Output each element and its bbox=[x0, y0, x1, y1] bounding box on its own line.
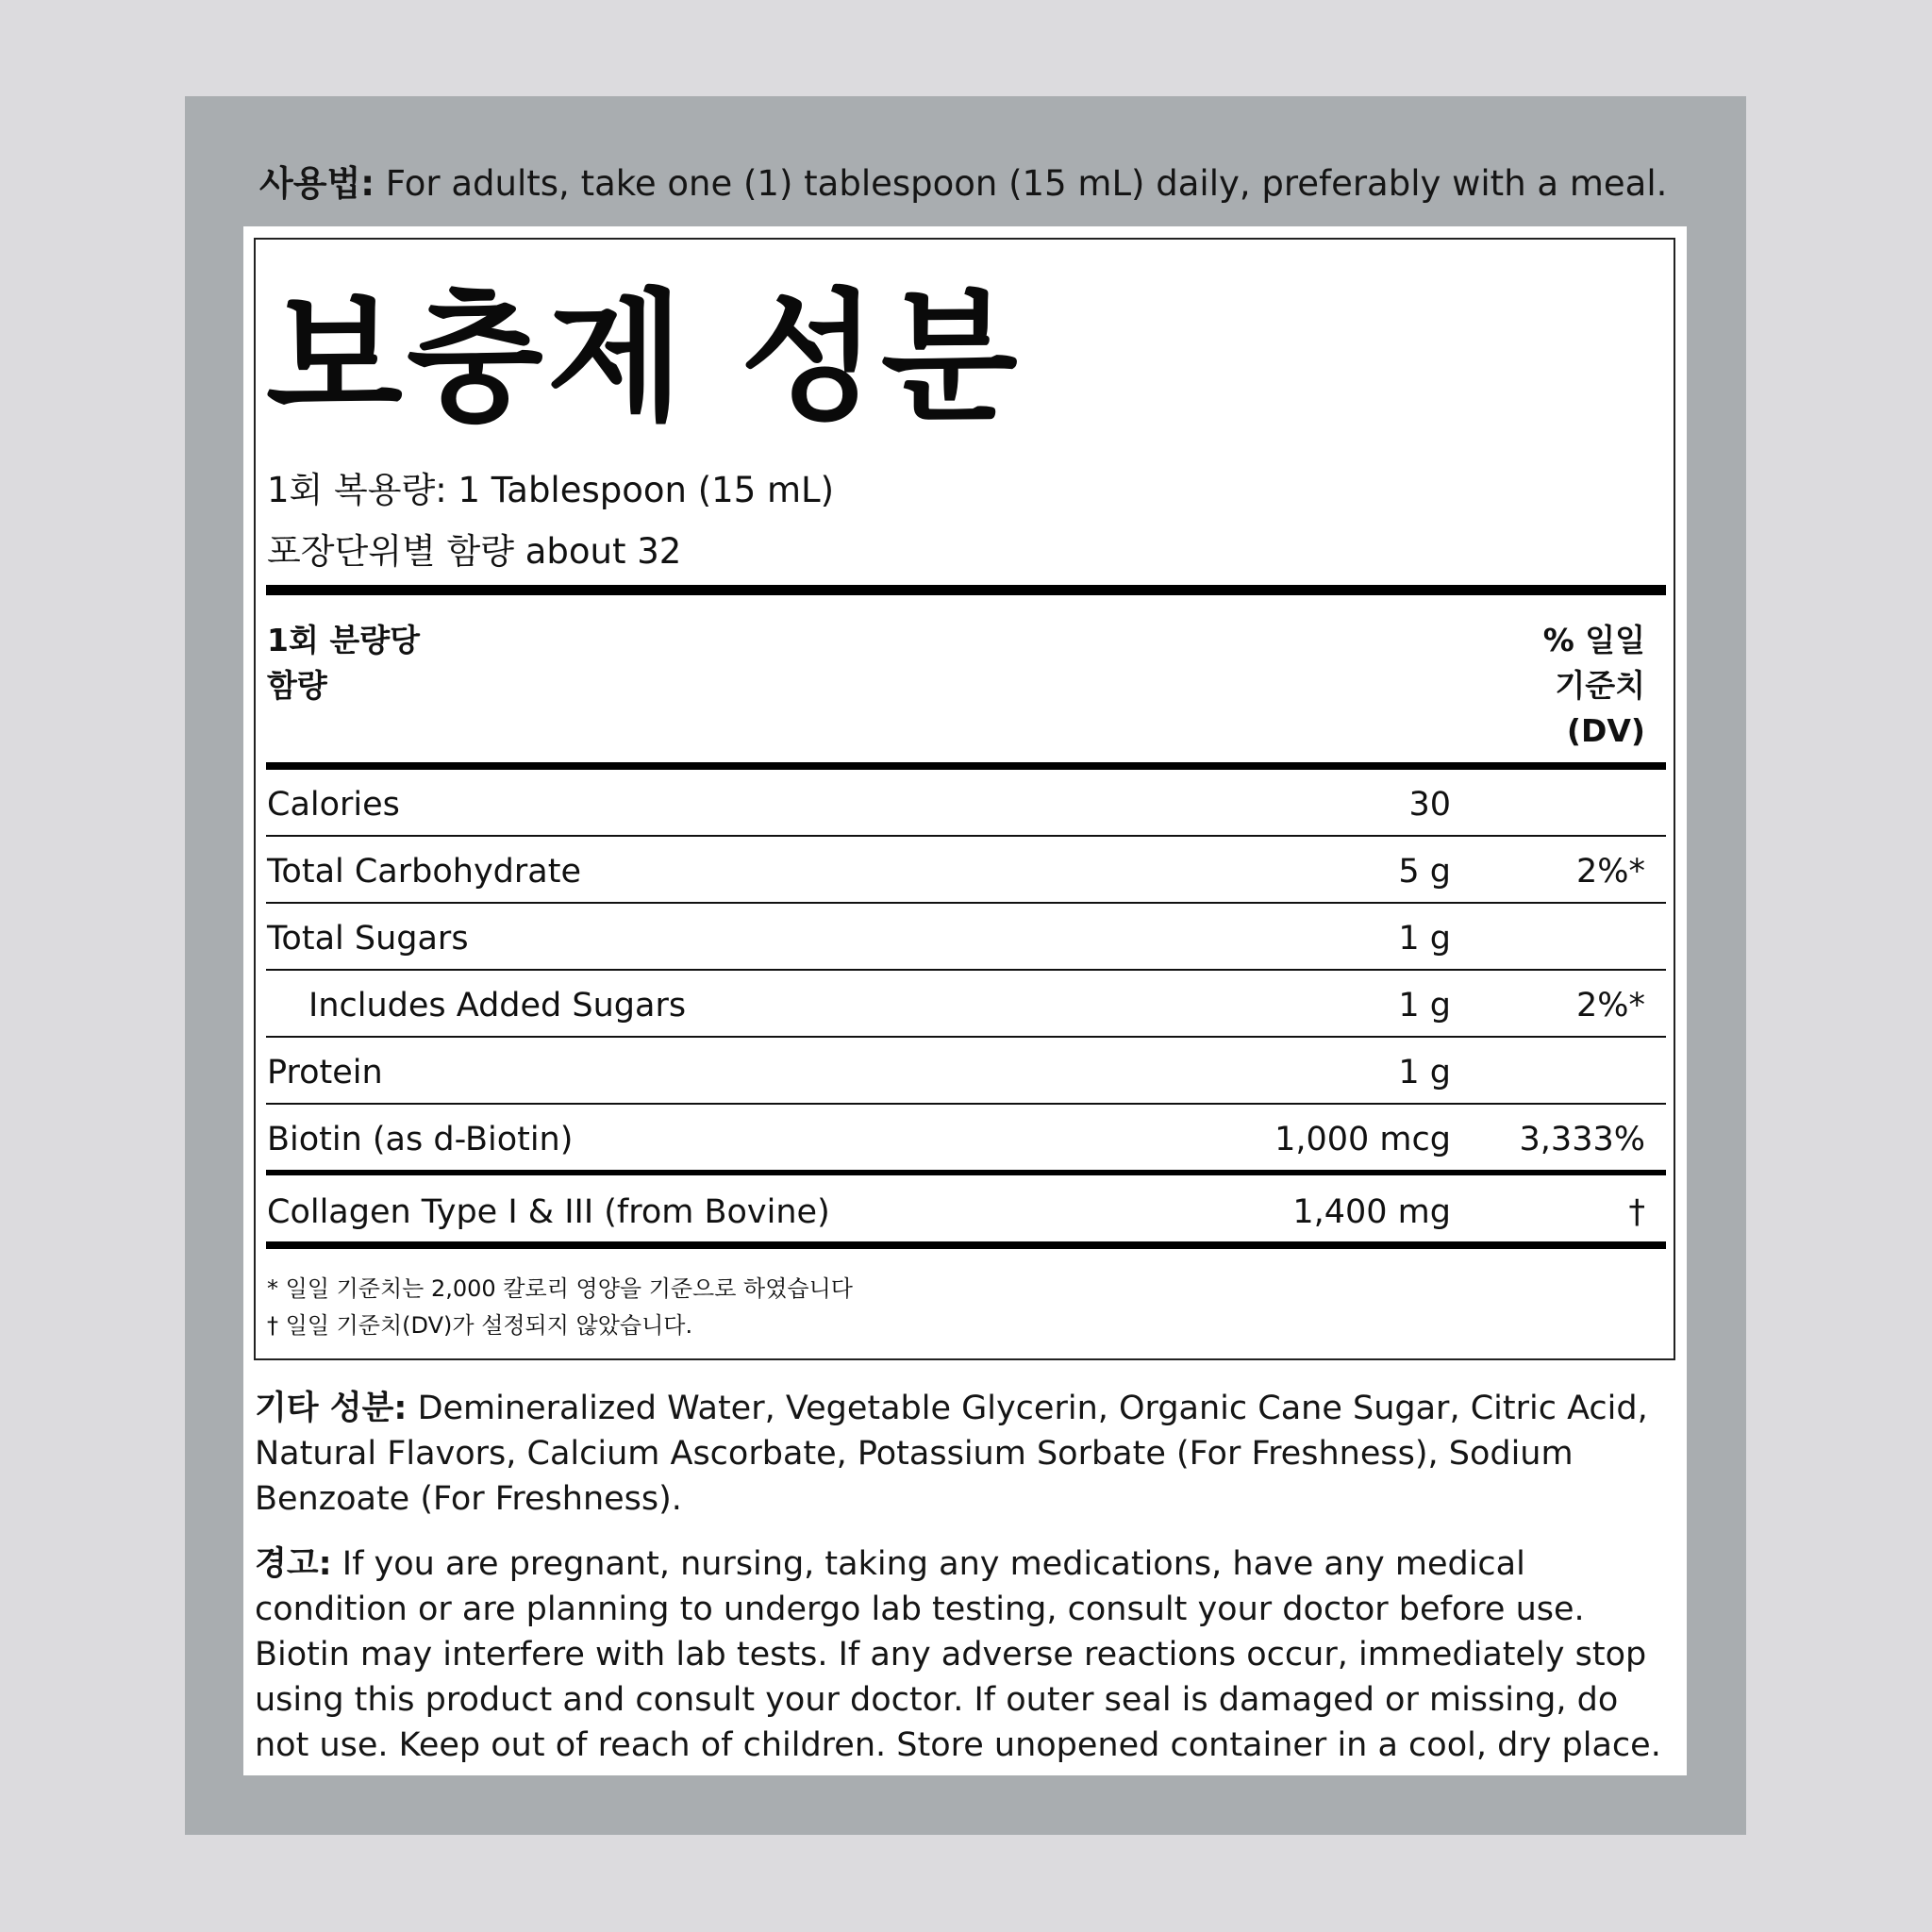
dv-header-line-2: 기준치 bbox=[1555, 667, 1645, 704]
row-divider bbox=[266, 969, 1666, 971]
row-amount: 1 g bbox=[1398, 1054, 1451, 1091]
row-divider bbox=[266, 835, 1666, 837]
directions-body: For adults, take one (1) tablespoon (15 mL) daily, preferably with a meal. bbox=[385, 163, 1668, 204]
row-label: Collagen Type I & III (from Bovine) bbox=[267, 1193, 830, 1231]
directions-text bbox=[259, 160, 1667, 208]
row-label: Protein bbox=[267, 1054, 383, 1091]
other-ingredients-text: Demineralized Water, Vegetable Glycerin, Organic Cane Sugar, Citric Acid, Natural Flavors, Calcium Ascorbate, Potassium Sorbate (For Freshness), Sodium Benzoate (For Freshness). bbox=[255, 1390, 1648, 1518]
row-divider bbox=[266, 1103, 1666, 1105]
facts-row-added-sugars bbox=[266, 973, 1666, 1039]
daily-value-header bbox=[1491, 618, 1645, 754]
row-label: Includes Added Sugars bbox=[308, 987, 687, 1024]
facts-row-total-sugars bbox=[266, 906, 1666, 972]
footnote-daily-value: * 일일 기준치는 2,000 칼로리 영양을 기준으로 하였습니다 bbox=[267, 1275, 853, 1302]
row-amount: 1,000 mcg bbox=[1274, 1121, 1451, 1158]
row-label: Total Carbohydrate bbox=[267, 853, 581, 891]
medium-divider bbox=[266, 1170, 1666, 1175]
dv-header-line-3: (DV) bbox=[1566, 712, 1645, 749]
row-divider bbox=[266, 902, 1666, 904]
row-dv: † bbox=[1628, 1193, 1645, 1231]
row-amount: 30 bbox=[1408, 786, 1451, 824]
thick-divider-header bbox=[266, 762, 1666, 770]
row-amount: 5 g bbox=[1398, 853, 1451, 891]
row-dv: 3,333% bbox=[1519, 1121, 1645, 1158]
row-amount: 1 g bbox=[1398, 920, 1451, 958]
row-dv: 2%* bbox=[1575, 853, 1645, 891]
supplement-facts-title: 보충제 성분 bbox=[266, 276, 1022, 441]
directions-label: 사용법: bbox=[259, 163, 375, 204]
row-dv: 2%* bbox=[1575, 987, 1645, 1024]
thick-divider-bottom bbox=[266, 1241, 1666, 1249]
facts-row-total-carbohydrate bbox=[266, 839, 1666, 905]
thick-divider-top bbox=[266, 585, 1666, 595]
row-label: Calories bbox=[267, 786, 400, 824]
other-ingredients bbox=[255, 1386, 1670, 1522]
servings-per-container: 포장단위별 함량 about 32 bbox=[267, 531, 682, 572]
row-divider bbox=[266, 1036, 1666, 1038]
serving-size: 1회 복용량: 1 Tablespoon (15 mL) bbox=[267, 470, 835, 510]
facts-row-biotin bbox=[266, 1107, 1666, 1173]
other-ingredients-label: 기타 성분: bbox=[255, 1390, 408, 1427]
footnote-no-daily-value: † 일일 기준치(DV)가 설정되지 않았습니다. bbox=[267, 1312, 693, 1339]
warning-label: 경고: bbox=[255, 1545, 332, 1583]
amount-header-line-1: 1회 분량당 bbox=[267, 622, 420, 658]
row-label: Biotin (as d-Biotin) bbox=[267, 1121, 574, 1158]
facts-row-collagen bbox=[266, 1179, 1666, 1245]
facts-row-protein bbox=[266, 1040, 1666, 1106]
row-amount: 1 g bbox=[1398, 987, 1451, 1024]
row-amount: 1,400 mg bbox=[1292, 1193, 1451, 1231]
warning bbox=[255, 1541, 1670, 1768]
dv-header-line-1: % 일일 bbox=[1542, 622, 1645, 658]
warning-text: If you are pregnant, nursing, taking any medications, have any medical condition or are planning to undergo lab testing, consult your doctor before use. Biotin may interfere with lab tests. If any adverse reactions occur, immediately stop using this product and consult your doctor. If outer seal is damaged or missing, do not use. Keep out of reach of children. Store unopened container in a cool, dry place. bbox=[255, 1545, 1661, 1764]
row-label: Total Sugars bbox=[267, 920, 469, 958]
amount-header-line-2: 함량 bbox=[267, 667, 327, 704]
facts-row-calories bbox=[266, 772, 1666, 838]
amount-per-serving-header bbox=[267, 618, 550, 708]
